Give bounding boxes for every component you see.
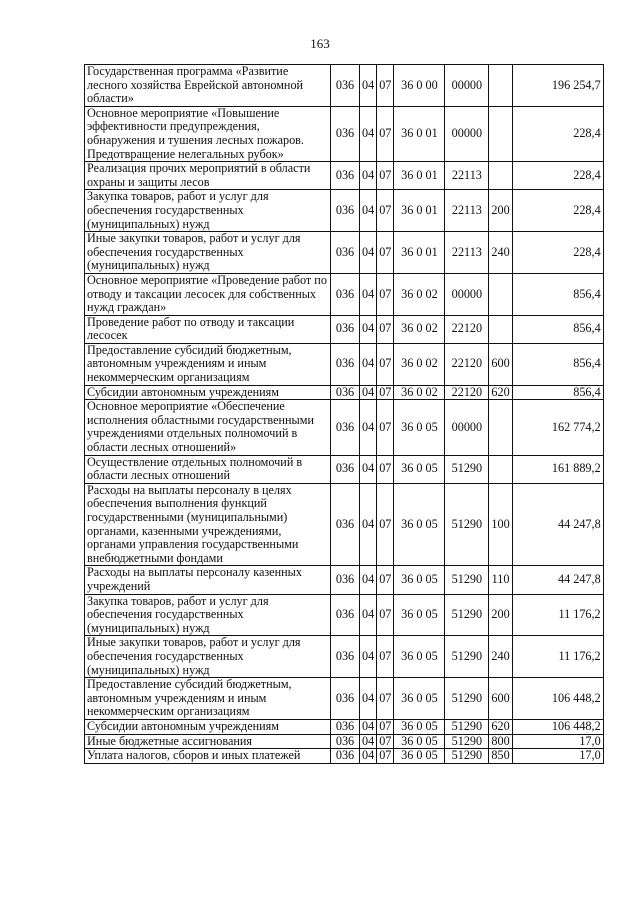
table-row	[85, 483, 604, 566]
row-expense-type-cell: 110	[489, 566, 512, 594]
row-section-code-cell: 04	[360, 749, 377, 764]
row-amount-cell: 17,0	[512, 734, 603, 749]
row-name-cell: Иные закупки товаров, работ и услуг для обеспечения государственных (муниципальных) нужд	[85, 232, 331, 274]
row-subsection-code-cell: 07	[377, 636, 394, 678]
row-target-direction-cell: 22120	[445, 315, 489, 343]
row-target-direction-cell: 22113	[445, 190, 489, 232]
row-expense-type-cell: 800	[489, 734, 512, 749]
row-subsection-code-cell: 07	[377, 385, 394, 400]
row-target-direction-cell: 51290	[445, 483, 489, 566]
table-row	[85, 232, 604, 274]
row-amount-cell: 196 254,7	[512, 65, 603, 107]
row-amount-cell: 228,4	[512, 162, 603, 190]
row-amount-cell: 11 176,2	[512, 636, 603, 678]
row-subsection-code-cell: 07	[377, 400, 394, 455]
row-expense-type-cell	[489, 162, 512, 190]
row-name-cell: Основное мероприятие «Обеспечение исполнения областными государственными учреждениями отдельных полномочий в области лесных отношений»	[85, 400, 331, 455]
row-expense-type-cell: 200	[489, 190, 512, 232]
row-subsection-code-cell: 07	[377, 273, 394, 315]
table-row	[85, 636, 604, 678]
row-name-cell: Предоставление субсидий бюджетным, автономным учреждениям и иным некоммерческим организациям	[85, 343, 331, 385]
row-expense-type-cell	[489, 106, 512, 161]
row-subsection-code-cell: 07	[377, 455, 394, 483]
row-section-code-cell: 04	[360, 106, 377, 161]
row-target-direction-cell: 51290	[445, 636, 489, 678]
table-row	[85, 385, 604, 400]
row-amount-cell: 106 448,2	[512, 719, 603, 734]
row-target-direction-cell: 22120	[445, 343, 489, 385]
row-expense-type-cell: 600	[489, 343, 512, 385]
row-admin-code-cell: 036	[331, 455, 360, 483]
row-expense-type-cell	[489, 315, 512, 343]
row-target-article-cell: 36 0 05	[394, 734, 445, 749]
page-number: 163	[310, 36, 330, 51]
row-name-cell: Государственная программа «Развитие лесного хозяйства Еврейской автономной области»	[85, 65, 331, 107]
row-amount-cell: 228,4	[512, 106, 603, 161]
row-subsection-code-cell: 07	[377, 594, 394, 636]
row-name-cell: Субсидии автономным учреждениям	[85, 719, 331, 734]
table-row	[85, 65, 604, 107]
row-name-cell: Осуществление отдельных полномочий в области лесных отношений	[85, 455, 331, 483]
row-target-direction-cell: 51290	[445, 678, 489, 720]
row-name-cell: Закупка товаров, работ и услуг для обеспечения государственных (муниципальных) нужд	[85, 594, 331, 636]
row-subsection-code-cell: 07	[377, 749, 394, 764]
row-expense-type-cell	[489, 400, 512, 455]
row-target-article-cell: 36 0 02	[394, 343, 445, 385]
row-target-direction-cell: 51290	[445, 734, 489, 749]
row-target-article-cell: 36 0 05	[394, 483, 445, 566]
row-name-cell: Расходы на выплаты персоналу казенных учреждений	[85, 566, 331, 594]
row-subsection-code-cell: 07	[377, 65, 394, 107]
row-section-code-cell: 04	[360, 719, 377, 734]
row-section-code-cell: 04	[360, 343, 377, 385]
row-section-code-cell: 04	[360, 232, 377, 274]
row-target-article-cell: 36 0 01	[394, 162, 445, 190]
row-target-article-cell: 36 0 05	[394, 400, 445, 455]
row-admin-code-cell: 036	[331, 343, 360, 385]
row-target-direction-cell: 00000	[445, 65, 489, 107]
row-target-direction-cell: 51290	[445, 719, 489, 734]
row-name-cell: Основное мероприятие «Повышение эффективности предупреждения, обнаружения и тушения лесных пожаров. Предотвращение нелегальных рубок»	[85, 106, 331, 161]
table-row	[85, 719, 604, 734]
row-amount-cell: 106 448,2	[512, 678, 603, 720]
row-expense-type-cell	[489, 273, 512, 315]
row-subsection-code-cell: 07	[377, 106, 394, 161]
row-section-code-cell: 04	[360, 636, 377, 678]
row-expense-type-cell	[489, 65, 512, 107]
row-name-cell: Реализация прочих мероприятий в области охраны и защиты лесов	[85, 162, 331, 190]
row-admin-code-cell: 036	[331, 106, 360, 161]
row-admin-code-cell: 036	[331, 749, 360, 764]
row-admin-code-cell: 036	[331, 385, 360, 400]
row-amount-cell: 44 247,8	[512, 566, 603, 594]
row-admin-code-cell: 036	[331, 162, 360, 190]
row-subsection-code-cell: 07	[377, 162, 394, 190]
table-row	[85, 734, 604, 749]
row-amount-cell: 11 176,2	[512, 594, 603, 636]
row-name-cell: Предоставление субсидий бюджетным, автономным учреждениям и иным некоммерческим организациям	[85, 678, 331, 720]
row-subsection-code-cell: 07	[377, 719, 394, 734]
row-name-cell: Иные закупки товаров, работ и услуг для обеспечения государственных (муниципальных) нужд	[85, 636, 331, 678]
table-row	[85, 749, 604, 764]
table-row	[85, 273, 604, 315]
row-target-article-cell: 36 0 01	[394, 106, 445, 161]
row-expense-type-cell	[489, 455, 512, 483]
row-section-code-cell: 04	[360, 400, 377, 455]
row-target-direction-cell: 51290	[445, 455, 489, 483]
row-subsection-code-cell: 07	[377, 734, 394, 749]
row-section-code-cell: 04	[360, 566, 377, 594]
row-amount-cell: 856,4	[512, 343, 603, 385]
row-expense-type-cell: 240	[489, 636, 512, 678]
row-admin-code-cell: 036	[331, 636, 360, 678]
row-admin-code-cell: 036	[331, 232, 360, 274]
row-target-article-cell: 36 0 02	[394, 385, 445, 400]
row-target-article-cell: 36 0 05	[394, 594, 445, 636]
row-name-cell: Основное мероприятие «Проведение работ по отводу и таксации лесосек для собственных нужд граждан»	[85, 273, 331, 315]
row-subsection-code-cell: 07	[377, 566, 394, 594]
budget-table-body	[85, 65, 604, 764]
row-admin-code-cell: 036	[331, 400, 360, 455]
table-row	[85, 106, 604, 161]
row-subsection-code-cell: 07	[377, 483, 394, 566]
row-target-direction-cell: 00000	[445, 400, 489, 455]
row-admin-code-cell: 036	[331, 273, 360, 315]
row-amount-cell: 856,4	[512, 385, 603, 400]
row-target-article-cell: 36 0 02	[394, 273, 445, 315]
row-target-direction-cell: 51290	[445, 566, 489, 594]
row-subsection-code-cell: 07	[377, 232, 394, 274]
row-admin-code-cell: 036	[331, 678, 360, 720]
row-name-cell: Субсидии автономным учреждениям	[85, 385, 331, 400]
row-section-code-cell: 04	[360, 273, 377, 315]
row-admin-code-cell: 036	[331, 483, 360, 566]
row-name-cell: Проведение работ по отводу и таксации лесосек	[85, 315, 331, 343]
row-expense-type-cell: 240	[489, 232, 512, 274]
row-section-code-cell: 04	[360, 594, 377, 636]
row-subsection-code-cell: 07	[377, 678, 394, 720]
row-admin-code-cell: 036	[331, 65, 360, 107]
table-row	[85, 678, 604, 720]
row-amount-cell: 856,4	[512, 315, 603, 343]
row-section-code-cell: 04	[360, 483, 377, 566]
row-amount-cell: 856,4	[512, 273, 603, 315]
row-amount-cell: 228,4	[512, 232, 603, 274]
row-expense-type-cell: 850	[489, 749, 512, 764]
budget-table	[84, 64, 604, 764]
row-admin-code-cell: 036	[331, 734, 360, 749]
row-admin-code-cell: 036	[331, 315, 360, 343]
row-admin-code-cell: 036	[331, 594, 360, 636]
row-expense-type-cell: 200	[489, 594, 512, 636]
row-target-direction-cell: 00000	[445, 273, 489, 315]
row-admin-code-cell: 036	[331, 566, 360, 594]
row-subsection-code-cell: 07	[377, 343, 394, 385]
row-admin-code-cell: 036	[331, 719, 360, 734]
row-target-article-cell: 36 0 05	[394, 636, 445, 678]
row-section-code-cell: 04	[360, 65, 377, 107]
row-target-direction-cell: 22120	[445, 385, 489, 400]
table-row	[85, 190, 604, 232]
row-amount-cell: 161 889,2	[512, 455, 603, 483]
row-admin-code-cell: 036	[331, 190, 360, 232]
row-target-direction-cell: 22113	[445, 162, 489, 190]
row-target-article-cell: 36 0 05	[394, 749, 445, 764]
table-row	[85, 455, 604, 483]
row-target-direction-cell: 00000	[445, 106, 489, 161]
table-row	[85, 162, 604, 190]
row-expense-type-cell: 600	[489, 678, 512, 720]
row-target-direction-cell: 22113	[445, 232, 489, 274]
row-amount-cell: 17,0	[512, 749, 603, 764]
row-amount-cell: 162 774,2	[512, 400, 603, 455]
row-section-code-cell: 04	[360, 385, 377, 400]
row-amount-cell: 228,4	[512, 190, 603, 232]
table-row	[85, 594, 604, 636]
row-section-code-cell: 04	[360, 678, 377, 720]
row-expense-type-cell: 620	[489, 385, 512, 400]
table-row	[85, 566, 604, 594]
row-target-direction-cell: 51290	[445, 749, 489, 764]
row-name-cell: Уплата налогов, сборов и иных платежей	[85, 749, 331, 764]
row-name-cell: Иные бюджетные ассигнования	[85, 734, 331, 749]
table-row	[85, 315, 604, 343]
row-target-article-cell: 36 0 05	[394, 455, 445, 483]
row-target-article-cell: 36 0 02	[394, 315, 445, 343]
row-subsection-code-cell: 07	[377, 190, 394, 232]
row-expense-type-cell: 100	[489, 483, 512, 566]
row-expense-type-cell: 620	[489, 719, 512, 734]
row-section-code-cell: 04	[360, 315, 377, 343]
row-target-article-cell: 36 0 01	[394, 232, 445, 274]
row-name-cell: Расходы на выплаты персоналу в целях обеспечения выполнения функций государственными (муниципальными) органами, казенными учреждениями, органами управления государственными внебюджетными фондами	[85, 483, 331, 566]
table-row	[85, 343, 604, 385]
row-target-article-cell: 36 0 01	[394, 190, 445, 232]
table-row	[85, 400, 604, 455]
row-target-article-cell: 36 0 05	[394, 719, 445, 734]
row-section-code-cell: 04	[360, 734, 377, 749]
row-section-code-cell: 04	[360, 455, 377, 483]
row-target-article-cell: 36 0 05	[394, 566, 445, 594]
row-subsection-code-cell: 07	[377, 315, 394, 343]
row-target-article-cell: 36 0 00	[394, 65, 445, 107]
row-section-code-cell: 04	[360, 162, 377, 190]
row-amount-cell: 44 247,8	[512, 483, 603, 566]
row-section-code-cell: 04	[360, 190, 377, 232]
row-target-direction-cell: 51290	[445, 594, 489, 636]
row-target-article-cell: 36 0 05	[394, 678, 445, 720]
row-name-cell: Закупка товаров, работ и услуг для обеспечения государственных (муниципальных) нужд	[85, 190, 331, 232]
